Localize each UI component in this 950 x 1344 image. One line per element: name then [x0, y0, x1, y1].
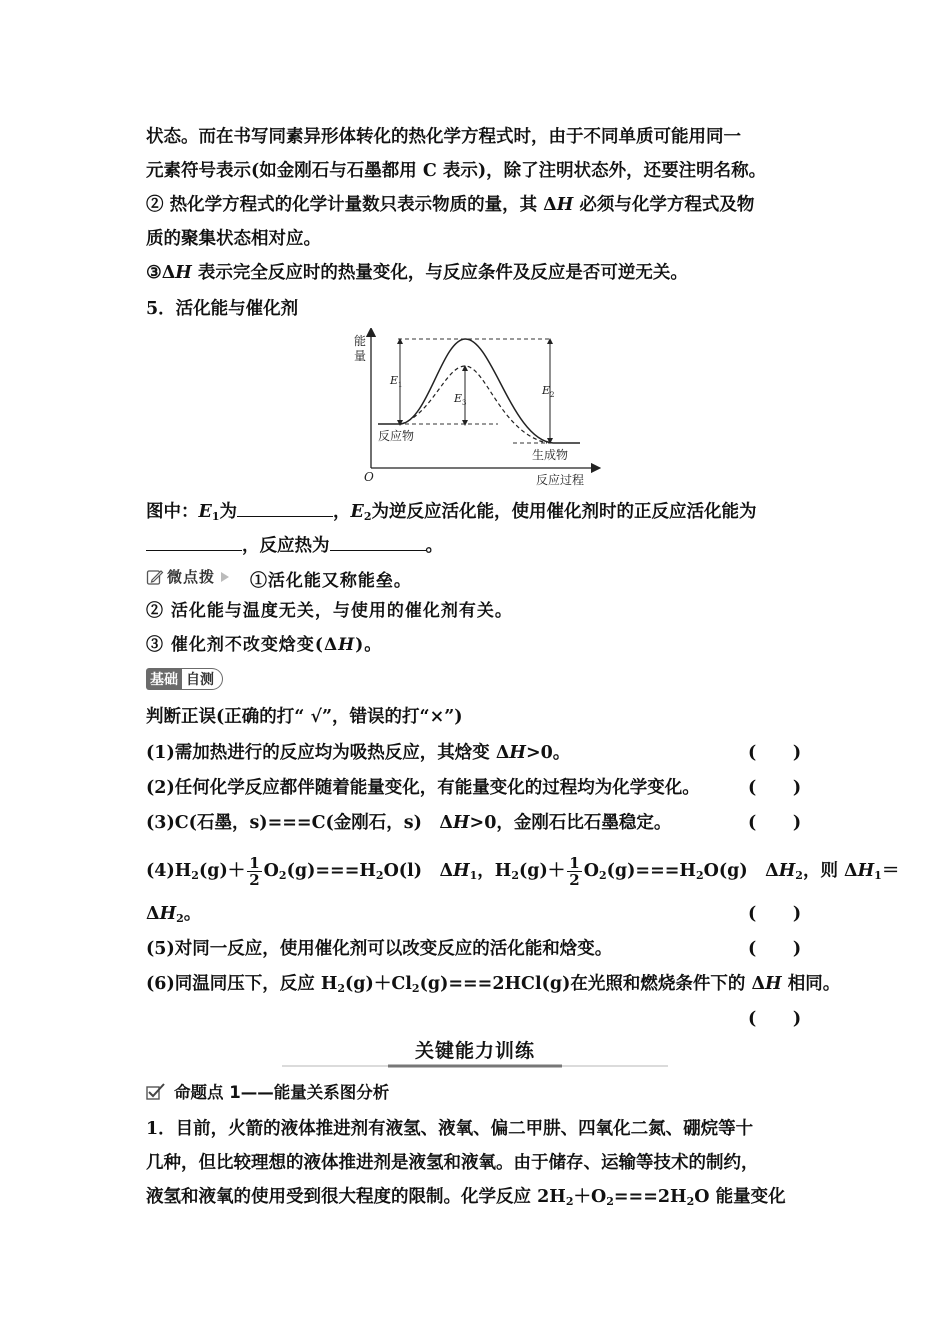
reactants-label: 反应物	[378, 429, 415, 443]
question1-line-1: 1．目前，火箭的液体推进剂有液氢、液氧、偏二甲肼、四氧化二氮、硼烷等十	[146, 1119, 754, 1139]
answer-box-6[interactable]: ( )	[748, 1009, 802, 1029]
basic-self-test-badge: 基础 自测	[146, 668, 223, 690]
products-label: 生成物	[532, 448, 569, 462]
intro-line-3: ② 热化学方程式的化学计量数只表示物质的量，其 ΔH 必须与化学方程式及物	[146, 195, 755, 215]
x-axis-label: 反应过程	[536, 473, 585, 487]
proposition-heading: 命题点 1——能量关系图分析	[146, 1080, 389, 1106]
y-axis-label-2: 量	[354, 349, 367, 363]
blank-reaction-heat[interactable]	[330, 530, 426, 551]
title-underline	[282, 1063, 668, 1069]
fraction-half: $\frac{1}{2}$	[249, 854, 260, 889]
intro-line-5: ③ΔH 表示完全反应时的热量变化，与反应条件及反应是否可逆无关。	[146, 263, 688, 283]
blank-catalysed-ea[interactable]	[146, 530, 242, 551]
answer-box-2[interactable]: ( )	[748, 778, 802, 798]
training-title: 关键能力训练	[414, 1040, 535, 1062]
intro-line-1: 状态。而在书写同素异形体转化的热化学方程式时，由于不同单质可能用同一	[146, 127, 741, 147]
hint-tag: 微点拨	[146, 564, 231, 590]
triangle-right-icon	[219, 570, 231, 584]
section-heading: 5．活化能与催化剂	[146, 299, 299, 319]
e3-label: $E_3$	[454, 392, 467, 407]
answer-box-4[interactable]: ( )	[748, 904, 802, 924]
question1-line-3: 液氢和液氧的使用受到很大程度的限制。化学反应 $2H_2+O_2===2H_2O$ 能量变化	[146, 1187, 786, 1208]
judge-title: 判断正误(正确的打“ √”，错误的打“×”)	[146, 707, 463, 727]
question-5: (5)对同一反应，使用催化剂可以改变反应的活化能和焓变。	[146, 939, 613, 959]
answer-box-3[interactable]: ( )	[748, 813, 802, 833]
question-2: (2)任何化学反应都伴随着能量变化，有能量变化的过程均为化学变化。	[146, 778, 700, 798]
question-4-line-2: $\Delta H_2$。	[146, 904, 202, 925]
question-4: $(4)H_2(g)+$ $\frac{1}{2}$ $O_2(g)===H_2O(l)$ $\Delta H_1$，$H_2(g)+$ $\frac{1}{2}$ $O_2(g)===H_2O(g)$ $\Delta H_2$，则 $\Delta H_1=$	[146, 854, 900, 889]
fill-in-line-2: ，反应热为 。	[146, 530, 443, 559]
intro-line-4: 质的聚集状态相对应。	[146, 229, 321, 249]
answer-box-1[interactable]: ( )	[748, 743, 802, 763]
e1-label: $E_1$	[390, 374, 403, 389]
fraction-half-2: $\frac{1}{2}$	[569, 854, 580, 889]
hint-line-2: ② 活化能与温度无关，与使用的催化剂有关。	[146, 601, 513, 621]
hint-line-1: 微点拨 ①活化能又称能垒。	[146, 564, 412, 594]
energy-diagram	[350, 328, 610, 490]
answer-box-5[interactable]: ( )	[748, 939, 802, 959]
y-axis-label-1: 能	[354, 334, 367, 348]
checkbox-icon	[146, 1083, 166, 1101]
question1-line-2: 几种，但比较理想的液体推进剂是液氢和液氧。由于储存、运输等技术的制约，	[146, 1153, 759, 1173]
question-1: (1)需加热进行的反应均为吸热反应，其焓变 ΔH>0。	[146, 743, 571, 763]
question-3: (3)C(石墨，s)===C(金刚石，s) ΔH>0，金刚石比石墨稳定。	[146, 813, 672, 833]
origin-label: O	[364, 470, 374, 484]
hint-line-3: ③ 催化剂不改变焓变(ΔH)。	[146, 635, 383, 655]
question-6: (6)同温同压下，反应 $H_2(g)+Cl_2(g)===2HCl(g)$在光照和燃烧条件下的 ΔH 相同。	[146, 974, 841, 995]
e2-label: $E_2$	[542, 384, 555, 399]
intro-line-2: 元素符号表示(如金刚石与石墨都用 C 表示)，除了注明状态外，还要注明名称。	[146, 161, 767, 181]
edit-icon	[146, 568, 164, 586]
blank-e1[interactable]	[237, 496, 333, 517]
fill-in-line-1: 图中：$E_1$为 ，$E_2$为逆反应活化能，使用催化剂时的正反应活化能为	[146, 496, 757, 530]
